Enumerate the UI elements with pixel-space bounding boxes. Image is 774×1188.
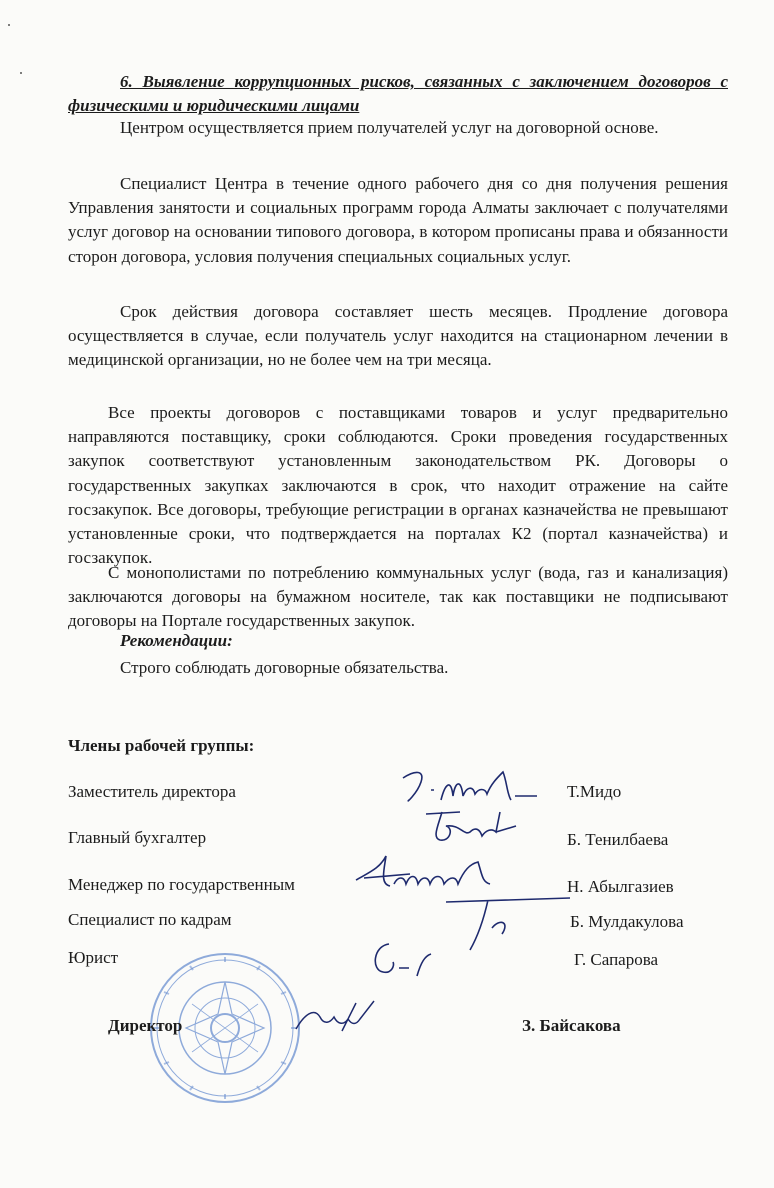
member-name: Г. Сапарова xyxy=(574,950,659,969)
member-name: Б. Тенилбаева xyxy=(567,830,669,849)
recommendations-text: Строго соблюдать договорные обязательства. xyxy=(120,658,449,677)
paragraph-3: Срок действия договора составляет шесть месяцев. Продление договора осуществляется в случае, если получатель услуг находится на стационарном лечении в медицинской организации, но не более чем на три месяца. xyxy=(68,302,728,370)
section-heading: 6. Выявление коррупционных рисков, связанных с заключением договоров с физическими и юридическими лицами xyxy=(68,72,728,116)
scan-speck xyxy=(8,24,10,26)
signature-icon xyxy=(440,888,580,958)
paragraph-2: Специалист Центра в течение одного рабочего дня со дня получения решения Управления занятости и социальных программ города Алматы заключает с получателями услуг договор на основании типового договора, в котором прописаны права и обязанности сторон договора, условия получения специальных социальных услуг. xyxy=(68,174,728,266)
member-name: Б. Мулдакулова xyxy=(570,912,684,931)
member-name: Н. Абылгазиев xyxy=(567,877,674,896)
director-position: Директор xyxy=(108,1016,183,1035)
paragraph-5: С монополистами по потреблению коммунальных услуг (вода, газ и канализация) заключаются договоры на бумажном носителе, так как поставщики не подписывают договоры на Портале государственных закупок. xyxy=(68,563,728,631)
member-position: Менеджер по государственным xyxy=(68,875,295,894)
member-position: Специалист по кадрам xyxy=(68,910,232,929)
member-name: Т.Мидо xyxy=(567,782,622,801)
scan-speck xyxy=(20,72,22,74)
signature-icon xyxy=(290,995,380,1045)
paragraph-1: Центром осуществляется прием получателей услуг на договорной основе. xyxy=(120,118,659,137)
working-group-title: Члены рабочей группы: xyxy=(68,736,255,755)
recommendations-title: Рекомендации: xyxy=(120,631,233,650)
member-position: Главный бухгалтер xyxy=(68,828,207,847)
paragraph-4: Все проекты договоров с поставщиками товаров и услуг предварительно направляются поставщику, сроки соблюдаются. Сроки проведения государственных закупок соответствуют установленным законодательством РК. Договоры о государственных закупках заключаются в срок, что находит отражение на сайте госзакупок. Все договоры, требующие регистрации в органах казначейства не превышают установленные сроки, что подтверждается на порталах К2 (портал казначейства) и госзакупок. xyxy=(68,403,728,568)
member-position: Юрист xyxy=(68,948,119,967)
member-position: Заместитель директора xyxy=(68,782,236,801)
signature-icon xyxy=(365,936,445,986)
director-name: З. Байсакова xyxy=(522,1016,621,1035)
